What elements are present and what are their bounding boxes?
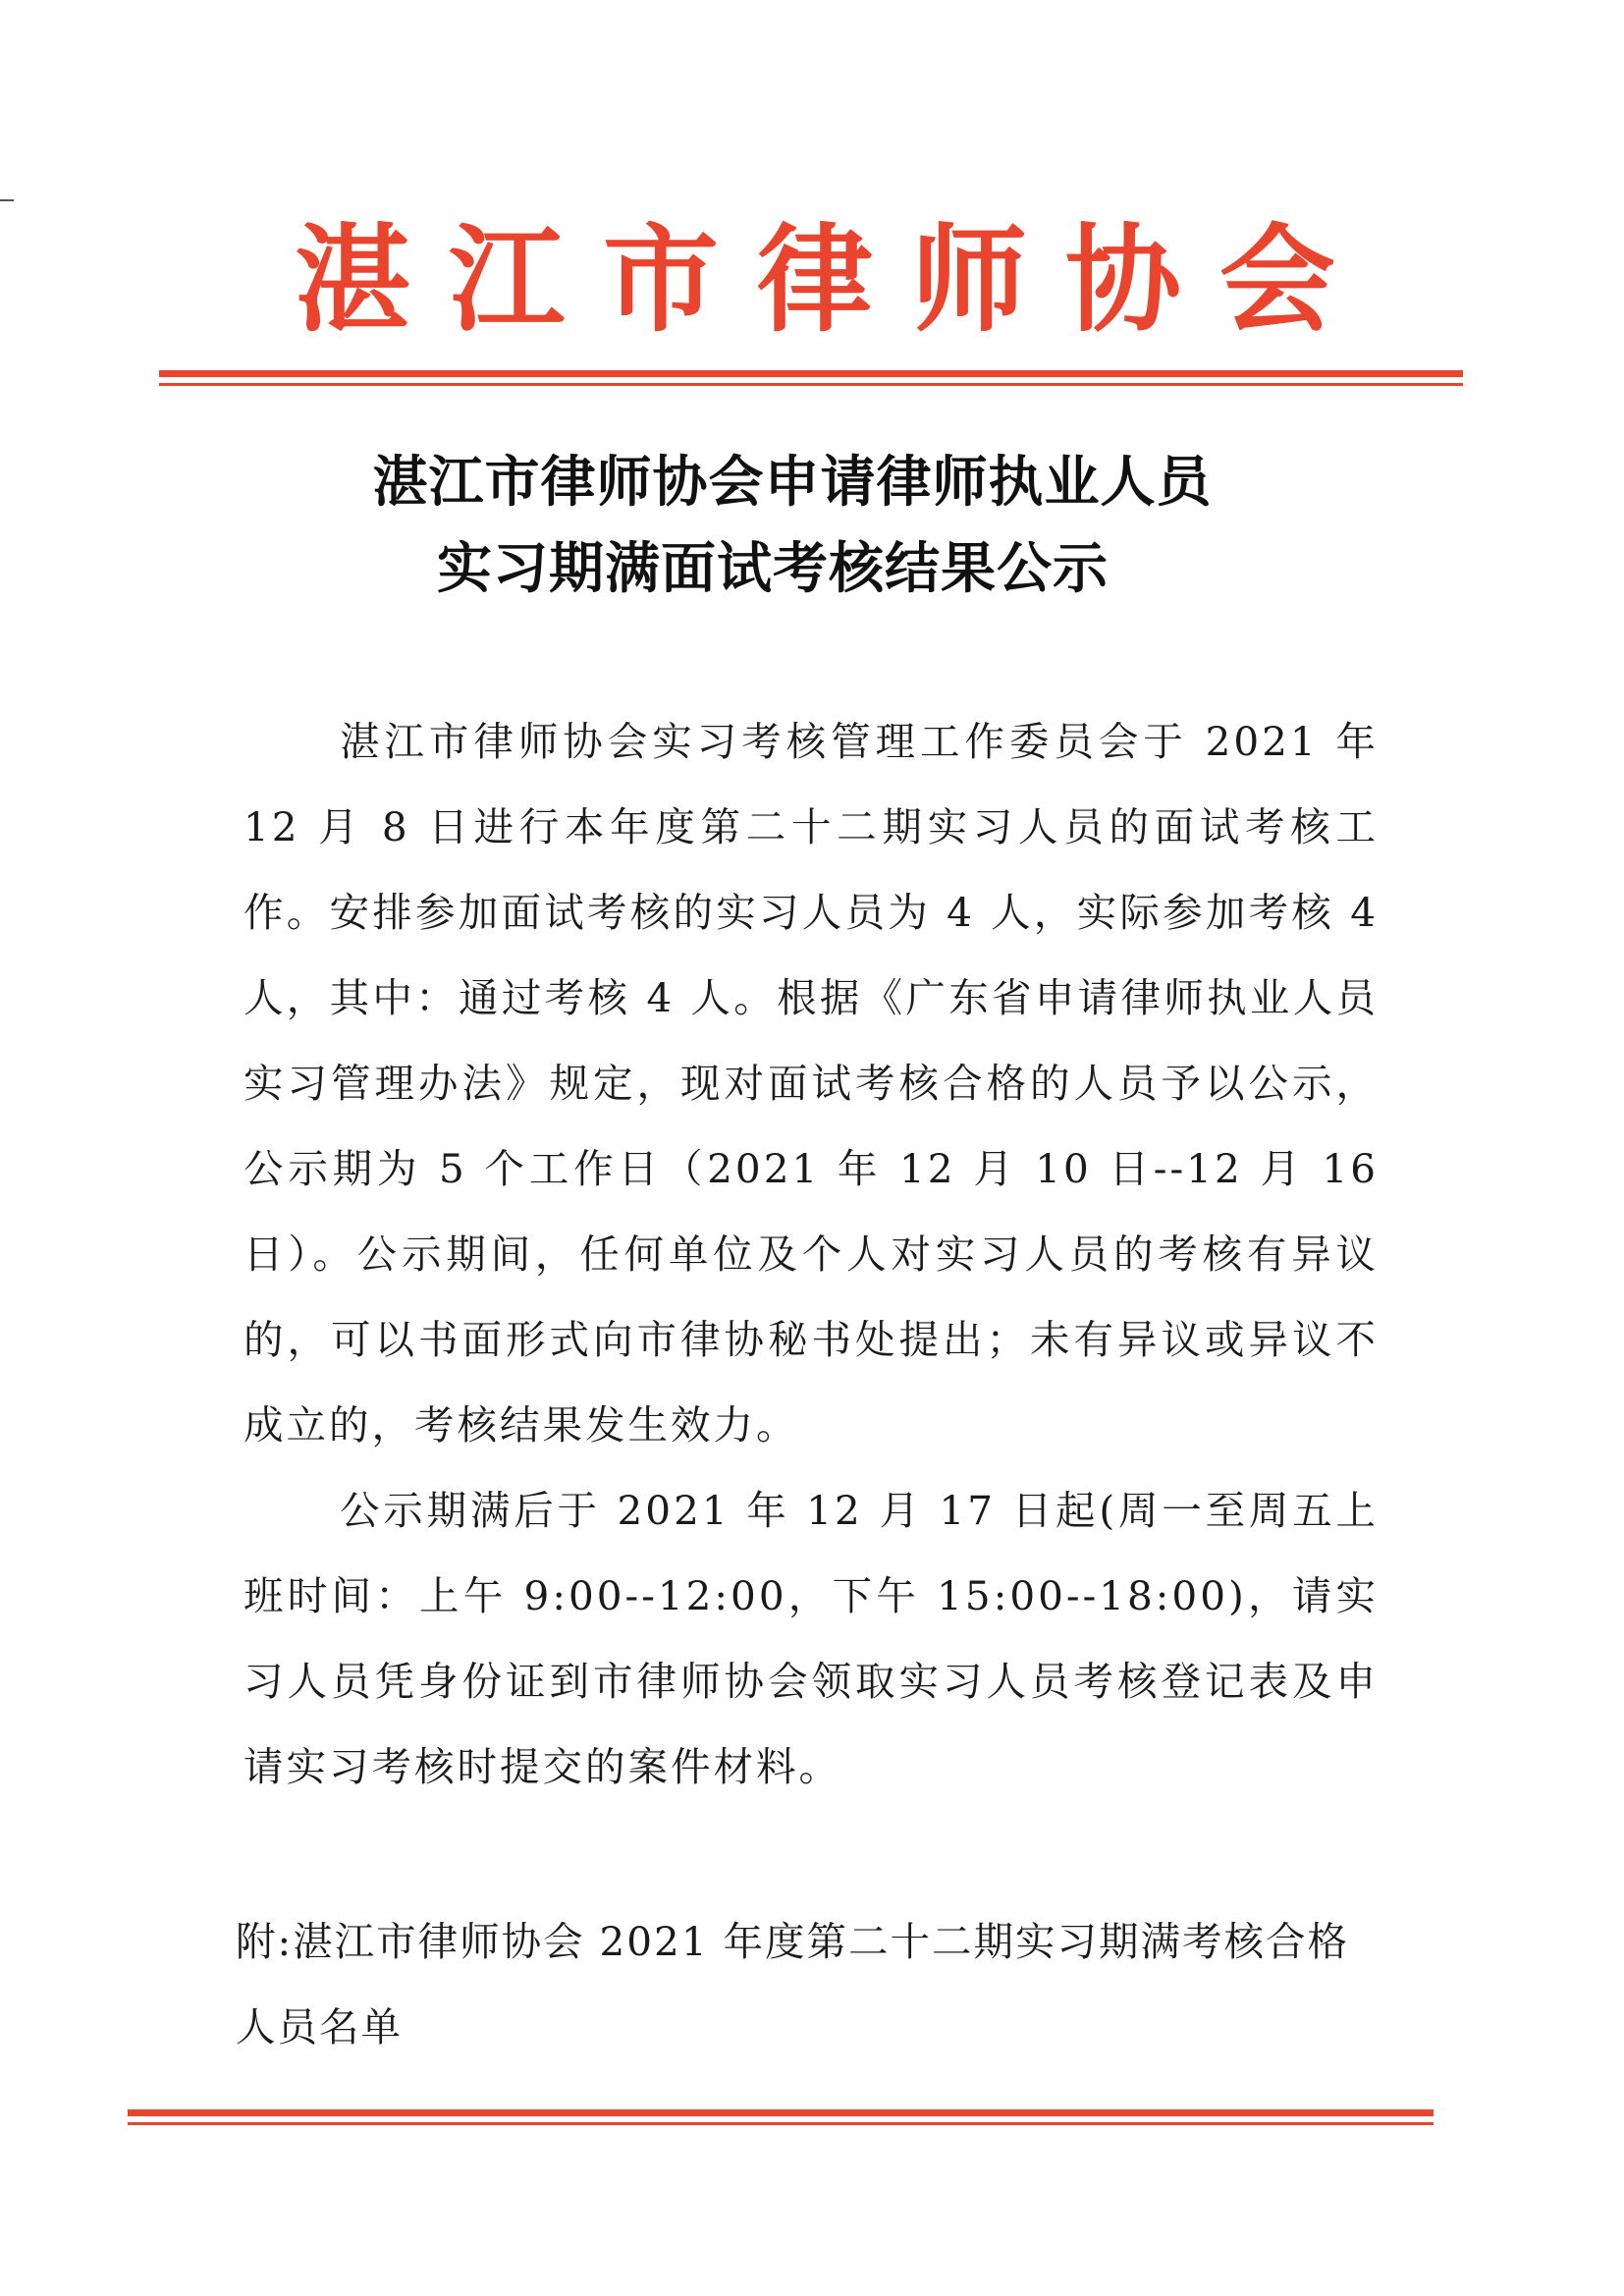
rule-thin-line xyxy=(159,383,1463,386)
masthead-char: 师 xyxy=(910,212,1027,348)
masthead-char: 市 xyxy=(602,212,719,348)
masthead-char: 湛 xyxy=(295,212,411,348)
masthead-char: 律 xyxy=(756,212,873,348)
footer-red-rule xyxy=(128,2109,1434,2125)
document-title-line-2: 实习期满面试考核结果公示 xyxy=(437,536,1109,601)
masthead-char: 江 xyxy=(448,212,565,348)
masthead-char: 协 xyxy=(1064,212,1181,348)
rule-thick-line xyxy=(159,370,1463,377)
body-paragraph-1: 湛江市律师协会实习考核管理工作委员会于 2021 年 12 月 8 日进行本年度第二十二期实习人员的面试考核工作。安排参加面试考核的实习人员为 4 人，实际参加考核 4 人，其中：通过考核 4 人。根据《广东省申请律师执业人员实习管理办法》规定，现对面试考核合格的人员予以公示，公示期为 5 个工作日（2021 年 12 月 10 日--12 月 16 日）。公示期间，任何单位及个人对实习人员的考核有异议的，可以书面形式向市律协秘书处提出；未有异议或异议不成立的，考核结果发生效力。 xyxy=(244,718,1379,1449)
scan-edge-mark xyxy=(0,199,14,201)
attachment-note: 附:湛江市律师协会 2021 年度第二十二期实习期满考核合格人员名单 xyxy=(236,1918,1349,2050)
header-red-rule xyxy=(159,370,1463,386)
masthead-char: 会 xyxy=(1218,212,1335,348)
rule-thin-line xyxy=(128,2122,1434,2125)
letterhead-masthead xyxy=(295,206,1335,354)
body-paragraph-2: 公示期满后于 2021 年 12 月 17 日起(周一至周五上班时间：上午 9:00--12:00，下午 15:00--18:00)，请实习人员凭身份证到市律师协会领取实习人员考核登记表及申请实习考核时提交的案件材料。 xyxy=(244,1487,1379,1790)
rule-thick-line xyxy=(128,2109,1434,2116)
document-title-line-1: 湛江市律师协会申请律师执业人员 xyxy=(372,450,1213,515)
